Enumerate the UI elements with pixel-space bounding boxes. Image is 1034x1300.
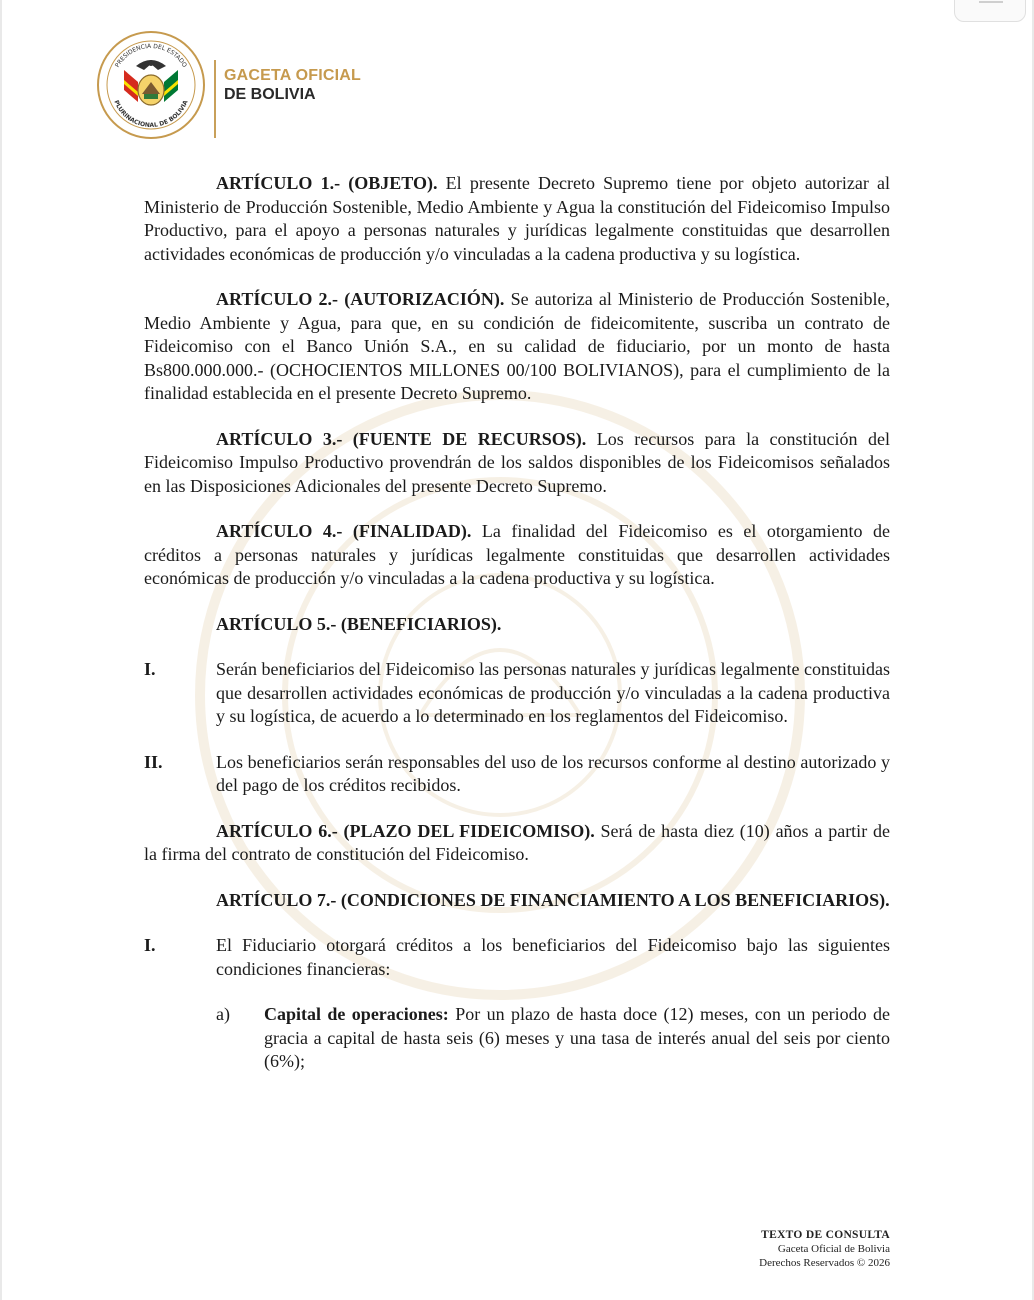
item-text: Los beneficiarios serán responsables del uso de los recursos conforme al destino autorizado y del pago de los créditos recibidos. [216,751,890,795]
article-heading: ARTÍCULO 2.- (AUTORIZACIÓN). [216,289,505,309]
seal-text-bottom: PLURINACIONAL DE BOLIVIA [112,99,190,130]
document-body [144,172,890,1074]
subitem-body: Por un plazo de hasta doce (12) meses, con un periodo de gracia a capital de hasta seis (6) meses y una tasa de interés anual del seis por ciento (6%); [264,1004,890,1071]
article-text: La finalidad del Fideicomiso es el otorgamiento de créditos a personas naturales y jurídicas legalmente constituidas que desarrollen actividades económicas de producción y/o vinculadas a la cadena productiva y su logística. [144,521,891,588]
article-7-subitem-a [144,1003,890,1074]
brand-logo [224,66,361,104]
subitem-text [264,1003,890,1074]
header-divider [214,60,216,138]
article-heading: ARTÍCULO 1.- (OBJETO). [216,173,438,193]
item-text: Serán beneficiarios del Fideicomiso las personas naturales y jurídicas legalmente constituidas que desarrollen actividades económicas de producción y/o vinculadas a la cadena productiva y su logística, de acuerdo a lo determinado en los reglamentos del Fideicomiso. [216,659,890,726]
seal-text-top: PRESIDENCIA DEL ESTADO [113,42,189,69]
article-5-item-2 [144,751,890,798]
article-5-heading: ARTÍCULO 5.- (BENEFICIARIOS). [216,613,502,634]
article-text: El presente Decreto Supremo tiene por objeto autorizar al Ministerio de Producción Sostenible, Medio Ambiente y Agua la constitución del Fideicomiso Impulso Productivo, para el apoyo a personas naturales y jurídicas legalmente constituidas que desarrollen actividades económicas de producción y/o vinculadas a la cadena productiva y su logística. [144,173,891,264]
brand-title: GACETA OFICIAL [224,67,362,84]
article-6 [144,820,890,867]
article-7-heading: ARTÍCULO 7.- (CONDICIONES DE FINANCIAMIENTO A LOS BENEFICIARIOS). [216,889,890,910]
item-number: II. [144,751,163,772]
article-2 [144,288,890,406]
article-5-item-1 [144,658,890,729]
state-seal-icon [96,30,206,140]
item-number: I. [144,935,156,955]
article-1 [144,172,890,266]
brand-subtitle: DE BOLIVIA [224,86,316,103]
footer-publisher: Gaceta Oficial de Bolivia [777,1243,890,1255]
article-heading: ARTÍCULO 3.- (FUENTE DE RECURSOS). [216,428,587,449]
article-7-item-1 [144,934,890,981]
item-number: I. [144,659,156,679]
article-heading: ARTÍCULO 4.- (FINALIDAD). [216,521,472,541]
article-text: Será de hasta diez (10) años a partir de la firma del contrato de constitución del Fideicomiso. [144,820,890,864]
subitem-label: Capital de operaciones: [264,1004,449,1024]
footer-title: TEXTO DE CONSULTA [761,1229,890,1241]
article-text: Los recursos para la constitución del Fideicomiso Impulso Productivo provendrán de los saldos disponibles de los Fideicomisos señalados en las Disposiciones Adicionales del presente Decreto Supremo. [144,428,891,496]
menu-handle-icon[interactable] [954,0,1026,22]
article-heading: ARTÍCULO 6.- (PLAZO DEL FIDEICOMISO). [216,820,595,841]
article-text: Se autoriza al Ministerio de Producción Sostenible, Medio Ambiente y Agua, para que, en su condición de fideicomitente, suscriba un contrato de Fideicomiso con el Banco Unión S.A., en su calidad de fiduciario, por un monto de hasta Bs800.000.000.- (OCHOCIENTOS MILLONES 00/100 BOLIVIANOS), para el cumplimiento de la finalidad establecida en el presente Decreto Supremo. [144,289,891,403]
footer [759,1228,890,1270]
footer-copyright: Derechos Reservados © 2026 [759,1257,890,1269]
article-3 [144,428,890,499]
article-4 [144,520,890,591]
header [96,30,496,142]
item-text: El Fiduciario otorgará créditos a los beneficiarios del Fideicomiso bajo las siguientes condiciones financieras: [216,935,890,979]
subitem-letter: a) [216,1004,230,1024]
